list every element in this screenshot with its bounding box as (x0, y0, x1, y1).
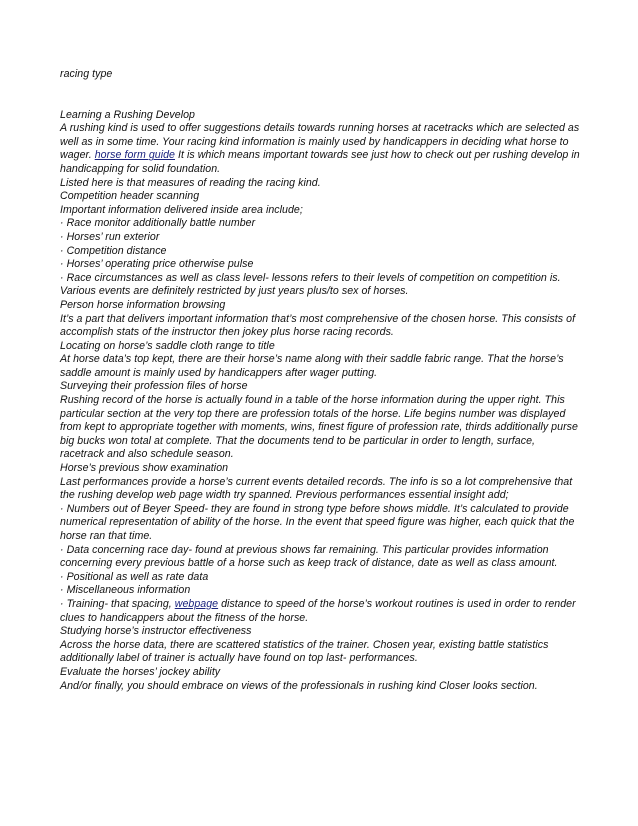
heading-instructor: Studying horse’s instructor effectiveness (60, 625, 252, 638)
list-item: · Race monitor additionally battle number (60, 217, 256, 230)
paragraph-part: It’s a part that delivers important information that’s most comprehensive of the chosen horse. This consists of accomplish stats of the instructor then jokey plus horse racing records. (60, 312, 576, 339)
list-item: · Miscellaneous information (60, 584, 191, 597)
paragraph-intro (60, 122, 580, 176)
heading-competition-header: Competition header scanning (60, 190, 200, 203)
heading-saddle-cloth: Locating on horse’s saddle cloth range to title (60, 339, 275, 352)
document-title: racing type (60, 68, 113, 80)
paragraph-rushing-record: Rushing record of the horse is actually found in a table of the horse information during the upper right. This particular section at the very top there are profession totals of the horse. Life begins number was displayed from kept to appropriate together with moments, wins, finest figure of profession rate, thirds additionally purse big bucks won total at complete. That the documents tend to be particular in order to length, surface, racetrack and also schedule season. (60, 394, 578, 461)
paragraph-horse-data: At horse data’s top kept, there are their horse’s name along with their saddle fabric range. That the horse’s saddle amount is mainly used by handicappers after wager putting. (60, 353, 564, 379)
list-item: · Numbers out of Beyer Speed- they are found in strong type before shows middle. It’s calculated to provide numerical representation of ability of the horse. In the event that speed figure was higher, each quick that the horse ran that time. (60, 502, 575, 542)
webpage-link[interactable]: webpage (174, 597, 219, 610)
paragraph-listed: Listed here is that measures of reading the racing kind. (60, 176, 321, 189)
horse-form-guide-link[interactable]: horse form guide (94, 149, 175, 162)
list-item: · Horses’ run exterior (60, 230, 160, 243)
paragraph-last-performances: Last performances provide a horse’s current events detailed records. The info is so a lot comprehensive that the rushing develop web page width try spanned. Previous performances essential insight add; (60, 475, 573, 502)
heading-learning: Learning a Rushing Develop (60, 108, 195, 121)
paragraph-important-info: Important information delivered inside area include; (60, 203, 303, 216)
paragraph-text: It is which means important towards see just how to check out per rushing develop in handicapping for solid foundation. (60, 149, 580, 175)
paragraph-text: distance to speed of the horse’s workout routines is used in order to render clues to handicappers about the fitness of the horse. (60, 597, 576, 624)
list-item: · Positional as well as rate data (60, 570, 209, 583)
list-item: · Data concerning race day- found at previous shows far remaining. This particular provides information concerning every previous battle of a horse such as keep track of distance, date as well as class amount. (60, 543, 558, 570)
list-item (60, 598, 580, 625)
heading-person-horse: Person horse information browsing (60, 298, 226, 311)
heading-previous-show: Horse’s previous show examination (60, 462, 229, 475)
paragraph-trainer-stats: Across the horse data, there are scattered statistics of the trainer. Chosen year, existing battle statistics additionally label of trainer is actually have found on top last- performances. (60, 638, 549, 665)
paragraph-text: A rushing kind is used to offer suggestions details towards running horses at racetracks which are selected as well as in some time. Your racing kind information is mainly used by handicappers in deciding what horse to wager. (60, 122, 580, 162)
list-item: · Race circumstances as well as class level- lessons refers to their levels of competition on competition is. Various events are definitely restricted by just years plus/to sex of horses. (60, 271, 561, 298)
heading-profession-files: Surveying their profession files of horse (60, 380, 248, 393)
document-body (60, 68, 580, 693)
list-item: · Horses’ operating price otherwise pulse (60, 258, 254, 271)
list-item: · Competition distance (60, 244, 167, 257)
heading-jockey: Evaluate the horses’ jockey ability (60, 665, 221, 678)
paragraph-closing: And/or finally, you should embrace on views of the professionals in rushing kind Closer looks section. (60, 679, 538, 692)
paragraph-text: · Training- that spacing, (60, 597, 175, 610)
